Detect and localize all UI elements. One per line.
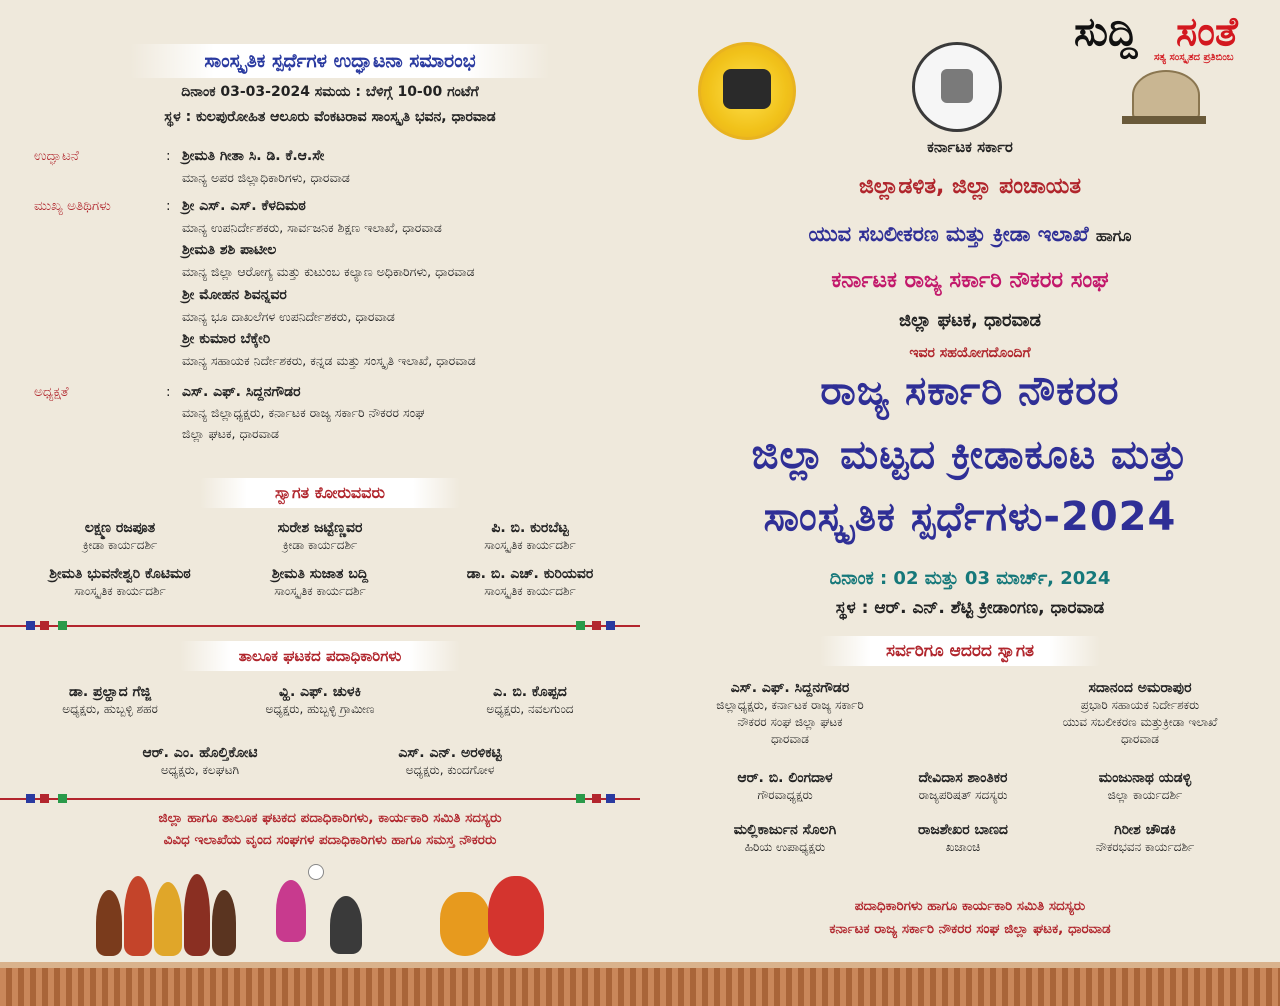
inauguration-venue-line: ಸ್ಥಳ : ಕುಲಪುರೋಹಿತ ಆಲೂರು ವೆಂಕಟರಾವ ಸಾಂಸ್ಕೃತಿ ಭವನ, ಧಾರವಾಡ	[164, 109, 496, 125]
person-role: ಸಾಂಸ್ಕೃತಿಕ ಕಾರ್ಯದರ್ಶಿ	[484, 584, 576, 598]
inaugurator-name: ಶ್ರೀಮತಿ ಗೀತಾ ಸಿ. ಡಿ. ಕೆ.ಆ.ಸೇ	[182, 148, 325, 164]
hosts-section-title: ಸರ್ವರಿಗೂ ಆದರದ ಸ್ವಾಗತ	[820, 636, 1100, 666]
person-name: ಡಾ. ಬಿ. ಎಚ್. ಕುರಿಯವರ	[466, 566, 594, 582]
office-bearer	[868, 822, 1058, 855]
host-desc-2: ಯುವ ಸಬಲೀಕರಣ ಮತ್ತುಕ್ರೀಡಾ ಇಲಾಖೆ	[1062, 715, 1218, 729]
person-name: ಮಲ್ಲಿಕಾರ್ಜುನ ಸೊಲಗಿ	[733, 822, 837, 838]
collaboration-line: ಇವರ ಸಹಯೋಗದೊಂದಿಗೆ	[909, 345, 1031, 361]
employees-association-logo	[1112, 70, 1216, 126]
divider-square	[576, 621, 585, 630]
host-desc-1: ಜಿಲ್ಲಾಧ್ಯಕ್ಷರು, ಕರ್ನಾಟಕ ರಾಜ್ಯ ಸರ್ಕಾರಿ	[716, 698, 864, 712]
classical-dancers-illustration	[434, 866, 554, 962]
president-desc: ಮಾನ್ಯ ಜಿಲ್ಲಾಧ್ಯಕ್ಷರು, ಕರ್ನಾಟಕ ರಾಜ್ಯ ಸರ್ಕಾರಿ ನೌಕರರ ಸಂಘ	[182, 405, 425, 420]
welcome-person	[220, 520, 420, 553]
section-divider	[0, 625, 640, 627]
host-block	[660, 680, 920, 747]
divider-square	[606, 621, 615, 630]
divider-square	[58, 794, 67, 803]
president-desc-2: ಜಿಲ್ಲಾ ಘಟಕ, ಧಾರವಾಡ	[182, 426, 279, 441]
person-name: ಆರ್. ಬಿ. ಲಿಂಗದಾಳ	[737, 770, 833, 786]
department-name: ಯುವ ಸಬಲೀಕರಣ ಮತ್ತು ಕ್ರೀಡಾ ಇಲಾಖೆ	[808, 222, 1089, 246]
president-name: ಎಸ್. ಎಫ್. ಸಿದ್ದನಗೌಡರ	[182, 384, 301, 400]
organizer-line-2	[660, 222, 1280, 247]
conjunction-text: ಹಾಗೂ	[1095, 226, 1132, 245]
lion-emblem-icon	[723, 69, 771, 109]
dancer-figure	[440, 892, 490, 956]
wreath-icon	[1132, 70, 1200, 120]
welcome-person	[430, 566, 630, 599]
welcome-person	[20, 520, 220, 553]
dancer-figure	[154, 882, 182, 956]
brand-name-part-2: ಸಂತೆ	[1176, 9, 1238, 55]
inauguration-date-line: ದಿನಾಂಕ 03-03-2024 ಸಮಯ : ಬೆಳಿಗ್ಗೆ 10-00 ಗಂಟೆಗೆ	[181, 84, 479, 100]
office-bearer	[868, 770, 1058, 803]
host-desc-3: ಧಾರವಾಡ	[1121, 732, 1159, 746]
office-bearer	[690, 822, 880, 855]
person-role: ಅಧ್ಯಕ್ಷರು, ಕಲಘಟಗಿ	[160, 763, 240, 777]
person-name: ಗಿರೀಶ ಚೌಡಕಿ	[1114, 822, 1176, 838]
dancer-figure	[184, 874, 210, 956]
state-seal-icon	[941, 69, 973, 103]
person-name: ಡಾ. ಪ್ರಲ್ಹಾದ ಗೆಜ್ಜಿ	[68, 684, 152, 700]
person-name: ಶ್ರೀಮತಿ ಭುವನೇಶ್ವರಿ ಕೊಟಿಮಠ	[49, 566, 191, 582]
person-role: ಅಧ್ಯಕ್ಷರು, ಕುಂದಗೋಳ	[405, 763, 495, 777]
host-desc-2: ನೌಕರರ ಸಂಘ ಜಿಲ್ಲಾ ಘಟಕ	[737, 715, 843, 729]
guest-desc: ಮಾನ್ಯ ಉಪನಿರ್ದೇಶಕರು, ಸಾರ್ವಜನಿಕ ಶಿಕ್ಷಣ ಇಲಾಖೆ, ಧಾರವಾಡ	[182, 220, 442, 235]
person-role: ಅಧ್ಯಕ್ಷರು, ನವಲಗುಂದ	[486, 702, 574, 716]
organizer-line-4: ಜಿಲ್ಲಾ ಘಟಕ, ಧಾರವಾಡ	[899, 310, 1041, 331]
person-name: ಪಿ. ಬಿ. ಕುರಬೆಟ್ಟ	[491, 520, 569, 536]
organizer-line-3: ಕರ್ನಾಟಕ ರಾಜ್ಯ ಸರ್ಕಾರಿ ನೌಕರರ ಸಂಘ	[831, 268, 1109, 293]
person-name: ಎ. ಬಿ. ಕೊಪ್ಪದ	[493, 684, 567, 700]
person-name: ವ್ಹಿ. ಎಫ್. ಚುಳಕಿ	[278, 684, 362, 700]
person-role: ಸಾಂಸ್ಕೃತಿಕ ಕಾರ್ಯದರ್ಶಿ	[74, 584, 166, 598]
volleyball-players-illustration	[268, 860, 378, 960]
guest-desc: ಮಾನ್ಯ ಜಿಲ್ಲಾ ಆರೋಗ್ಯ ಮತ್ತು ಕುಟುಂಬ ಕಲ್ಯಾಣ ಅಧಿಕಾರಿಗಳು, ಧಾರವಾಡ	[182, 264, 475, 279]
dancer-figure	[96, 890, 122, 956]
colon: :	[166, 148, 171, 164]
brand-name-part-1: ಸುದ್ದಿ	[1074, 9, 1138, 55]
taluk-person	[440, 684, 620, 717]
host-block	[1010, 680, 1270, 747]
person-role: ಗೌರವಾಧ್ಯಕ್ಷರು	[757, 788, 813, 802]
taluk-person	[220, 684, 420, 717]
ball-icon	[308, 864, 324, 880]
guest-desc: ಮಾನ್ಯ ಭೂ ದಾಖಲೆಗಳ ಉಪನಿರ್ದೇಶಕರು, ಧಾರವಾಡ	[182, 309, 395, 324]
guest-name: ಶ್ರೀಮತಿ ಶಶಿ ಪಾಟೀಲ	[182, 242, 277, 258]
guest-name: ಶ್ರೀ ಎಸ್. ಎಸ್. ಕೆಳದಿಮಠ	[182, 198, 306, 214]
divider-square	[576, 794, 585, 803]
welcome-person	[10, 566, 230, 599]
person-role: ಅಧ್ಯಕ್ಷರು, ಹುಬ್ಬಳ್ಳಿ ಗ್ರಾಮೀಣ	[265, 702, 375, 716]
guest-name: ಶ್ರೀ ಕುಮಾರ ಬೆಕ್ಕೇರಿ	[182, 331, 271, 347]
guest-name: ಶ್ರೀ ಮೋಹನ ಶಿವನ್ನವರ	[182, 287, 287, 303]
chief-guests-label: ಮುಖ್ಯ ಅತಿಥಿಗಳು	[34, 198, 111, 214]
divider-square	[58, 621, 67, 630]
person-name: ಲಕ್ಷ್ಮಣ ರಜಪೂತ	[84, 520, 156, 536]
divider-square	[26, 794, 35, 803]
event-venue: ಸ್ಥಳ : ಆರ್. ಎನ್. ಶೆಟ್ಟಿ ಕ್ರೀಡಾಂಗಣ, ಧಾರವಾಡ	[835, 598, 1105, 618]
district-emblem-logo	[698, 42, 796, 140]
taluk-person	[350, 745, 550, 778]
event-title-line-1: ರಾಜ್ಯ ಸರ್ಕಾರಿ ನೌಕರರ	[820, 368, 1120, 414]
dancer-figure	[212, 890, 236, 956]
inauguration-title: ಸಾಂಸ್ಕೃತಿಕ ಸ್ಪರ್ಧೆಗಳ ಉದ್ಘಾಟನಾ ಸಮಾರಂಭ	[130, 44, 550, 78]
left-footer-line-2: ವಿವಿಧ ಇಲಾಖೆಯ ವೃಂದ ಸಂಘಗಳ ಪದಾಧಿಕಾರಿಗಳು ಹಾಗೂ ಸಮಸ್ತ ನೌಕರರು	[163, 832, 497, 848]
welcome-section-title: ಸ್ವಾಗತ ಕೋರುವವರು	[200, 478, 460, 508]
person-name: ದೇವಿದಾಸ ಶಾಂತಿಕರ	[918, 770, 1008, 786]
host-name: ಎಸ್. ಎಫ್. ಸಿದ್ದನಗೌಡರ	[730, 680, 850, 696]
dancer-figure	[124, 876, 152, 956]
person-role: ಕ್ರೀಡಾ ಕಾರ್ಯದರ್ಶಿ	[282, 538, 358, 552]
person-name: ಆರ್. ಎಂ. ಹೊಲ್ತಿಕೋಟಿ	[142, 745, 258, 761]
host-desc-1: ಪ್ರಭಾರಿ ಸಹಾಯಕ ನಿರ್ದೇಶಕರು	[1080, 698, 1200, 712]
office-bearer	[690, 770, 880, 803]
taluk-person	[100, 745, 300, 778]
ribbon-icon	[1122, 116, 1206, 124]
person-role: ಖಜಾಂಚಿ	[945, 840, 981, 854]
taluk-person	[20, 684, 200, 717]
player-figure	[276, 880, 306, 942]
bottom-border-pattern	[0, 968, 1280, 1006]
player-figure	[330, 896, 362, 954]
person-role: ಸಾಂಸ್ಕೃತಿಕ ಕಾರ್ಯದರ್ಶಿ	[484, 538, 576, 552]
event-title-line-3: ಸಾಂಸ್ಕೃತಿಕ ಸ್ಪರ್ಧೆಗಳು-2024	[763, 494, 1177, 540]
right-footer-line-2: ಕರ್ನಾಟಕ ರಾಜ್ಯ ಸರ್ಕಾರಿ ನೌಕರರ ಸಂಘ ಜಿಲ್ಲಾ ಘಟಕ, ಧಾರವಾಡ	[829, 921, 1111, 937]
person-role: ಜಿಲ್ಲಾ ಕಾರ್ಯದರ್ಶಿ	[1107, 788, 1183, 802]
folk-dancers-illustration	[90, 868, 240, 960]
sudhi-santhe-logo	[1074, 8, 1274, 68]
left-footer-line-1: ಜಿಲ್ಲಾ ಹಾಗೂ ತಾಲೂಕ ಘಟಕದ ಪದಾಧಿಕಾರಿಗಳು, ಕಾರ್ಯಕಾರಿ ಸಮಿತಿ ಸದಸ್ಯರು	[158, 810, 502, 826]
right-footer-line-1: ಪದಾಧಿಕಾರಿಗಳು ಹಾಗೂ ಕಾರ್ಯಕಾರಿ ಸಮಿತಿ ಸದಸ್ಯರು	[854, 898, 1086, 914]
person-role: ರಾಜ್ಯಪರಿಷತ್ ಸದಸ್ಯರು	[918, 788, 1008, 802]
taluk-section-title: ತಾಲೂಕ ಘಟಕದ ಪದಾಧಿಕಾರಿಗಳು	[180, 641, 460, 671]
person-name: ರಾಜಶೇಖರ ಬಾಣದ	[918, 822, 1008, 838]
person-role: ಅಧ್ಯಕ್ಷರು, ಹುಬ್ಬಳ್ಳಿ ಶಹರ	[62, 702, 158, 716]
inauguration-label: ಉದ್ಘಾಟನೆ	[34, 148, 79, 164]
event-date: ದಿನಾಂಕ : 02 ಮತ್ತು 03 ಮಾರ್ಚ್, 2024	[829, 568, 1111, 589]
karnataka-emblem-logo	[912, 42, 1002, 132]
organizer-line-1: ಜಿಲ್ಲಾಡಳಿತ, ಜಿಲ್ಲಾ ಪಂಚಾಯತ	[858, 174, 1082, 199]
person-name: ಮಂಜುನಾಥ ಯಡಳ್ಳಿ	[1098, 770, 1192, 786]
divider-square	[606, 794, 615, 803]
person-role: ನೌಕರಭವನ ಕಾರ್ಯದರ್ಶಿ	[1095, 840, 1195, 854]
colon: :	[166, 198, 171, 214]
divider-square	[592, 794, 601, 803]
colon: :	[166, 384, 171, 400]
person-name: ಎಸ್. ಎನ್. ಅರಳಿಕಟ್ಟಿ	[398, 745, 502, 761]
person-role: ಕ್ರೀಡಾ ಕಾರ್ಯದರ್ಶಿ	[82, 538, 158, 552]
dancer-figure	[488, 876, 544, 956]
government-line: ಕರ್ನಾಟಕ ಸರ್ಕಾರ	[927, 138, 1013, 156]
office-bearer	[1050, 770, 1240, 803]
divider-square	[26, 621, 35, 630]
section-divider-2	[0, 798, 640, 800]
divider-square	[40, 621, 49, 630]
person-role: ಸಾಂಸ್ಕೃತಿಕ ಕಾರ್ಯದರ್ಶಿ	[274, 584, 366, 598]
host-desc-3: ಧಾರವಾಡ	[771, 732, 809, 746]
person-role: ಹಿರಿಯ ಉಪಾಧ್ಯಕ್ಷರು	[744, 840, 826, 854]
office-bearer	[1050, 822, 1240, 855]
host-name: ಸದಾನಂದ ಅಮರಾಪುರ	[1088, 680, 1192, 696]
divider-square	[40, 794, 49, 803]
divider-square	[592, 621, 601, 630]
welcome-person	[220, 566, 420, 599]
person-name: ಶ್ರೀಮತಿ ಸುಜಾತ ಬದ್ದಿ	[271, 566, 369, 582]
welcome-person	[430, 520, 630, 553]
person-name: ಸುರೇಶ ಜಟ್ಟೆಣ್ಣವರ	[277, 520, 363, 536]
event-title-line-2: ಜಿಲ್ಲಾ ಮಟ್ಟದ ಕ್ರೀಡಾಕೂಟ ಮತ್ತು	[751, 432, 1189, 478]
guest-desc: ಮಾನ್ಯ ಸಹಾಯಕ ನಿರ್ದೇಶಕರು, ಕನ್ನಡ ಮತ್ತು ಸಂಸ್ಕೃತಿ ಇಲಾಖೆ, ಧಾರವಾಡ	[182, 353, 476, 368]
president-label: ಅಧ್ಯಕ್ಷತೆ	[34, 384, 69, 400]
inaugurator-desc: ಮಾನ್ಯ ಅಪರ ಜಿಲ್ಲಾಧಿಕಾರಿಗಳು, ಧಾರವಾಡ	[182, 170, 350, 185]
brand-tagline: ಸತ್ಯ ಸಂಸ್ಕೃತದ ಪ್ರತಿಬಿಂಬ	[1154, 52, 1234, 63]
